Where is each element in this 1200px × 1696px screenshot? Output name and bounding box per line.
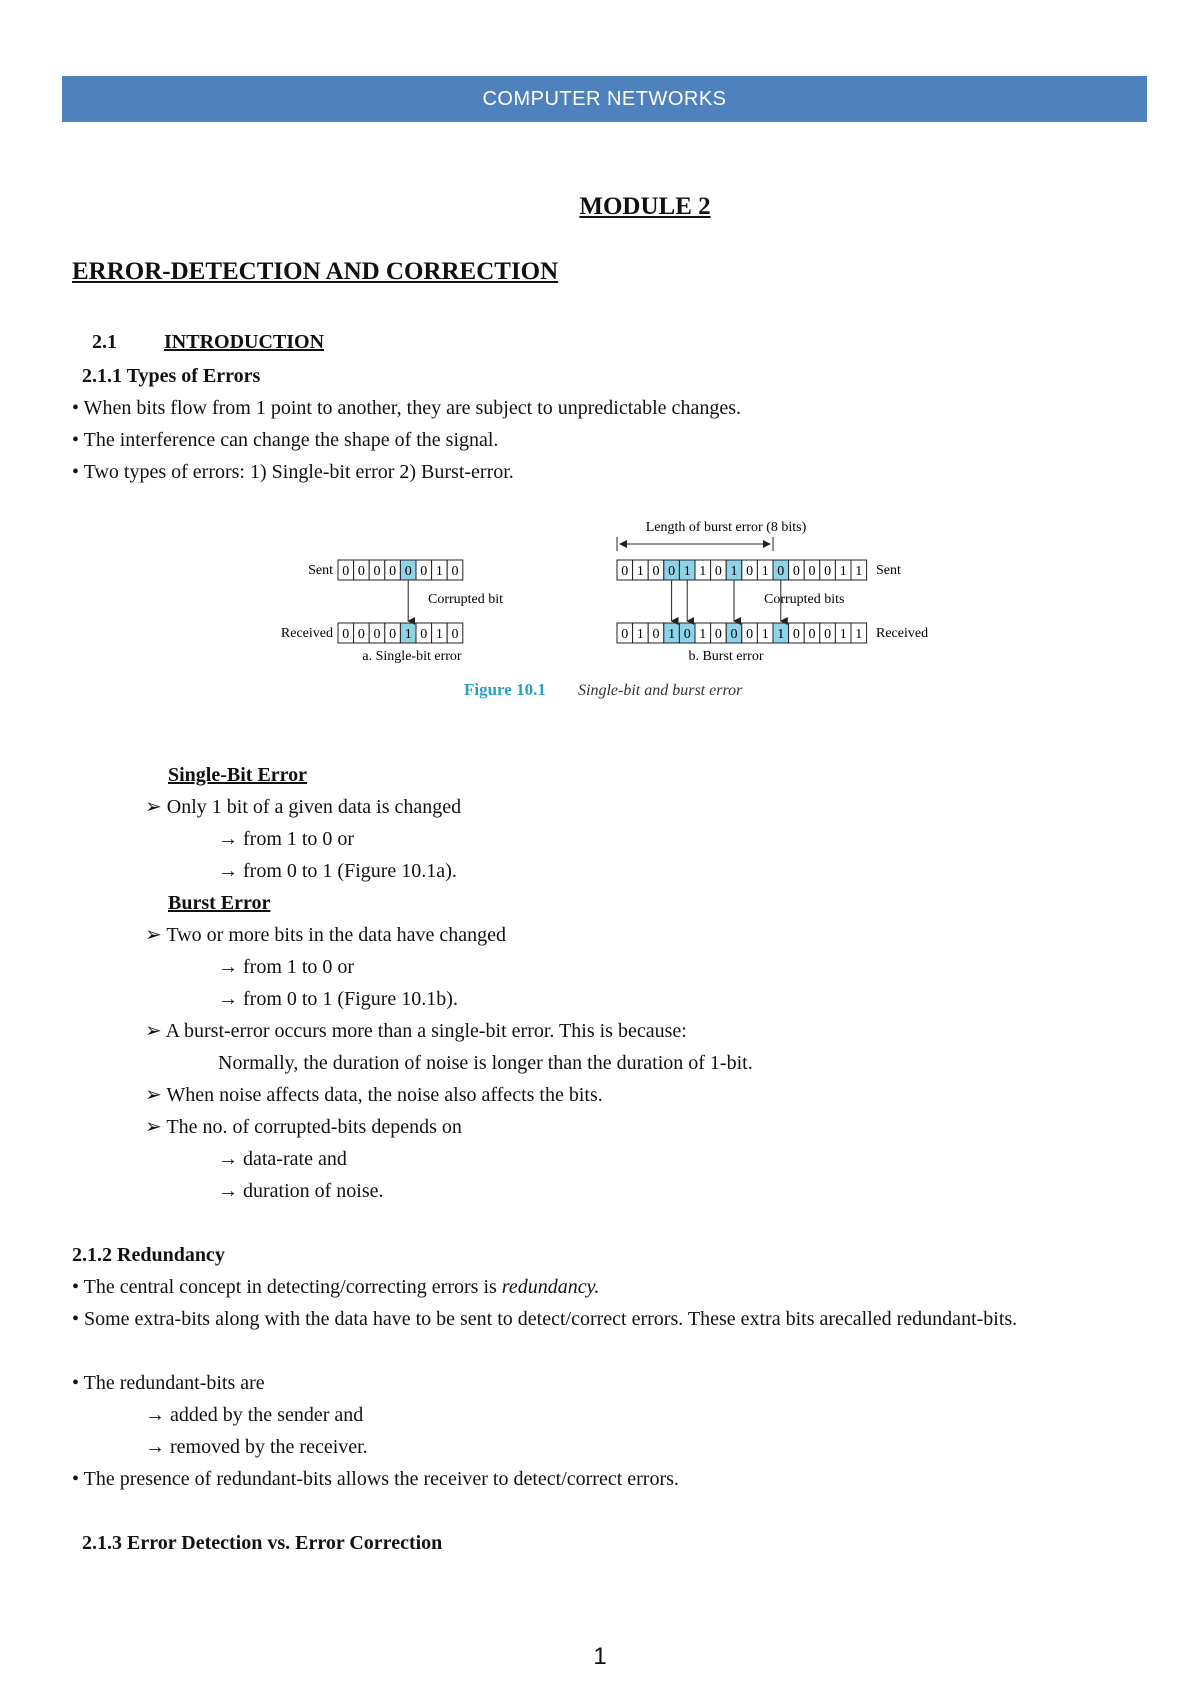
bit-value: 0: [824, 564, 832, 579]
bit-value: 0: [373, 627, 381, 642]
burst-line: Normally, the duration of noise is longer than the duration of 1-bit.: [218, 1052, 753, 1074]
bit-value: 0: [792, 564, 800, 579]
burst-line: ➢ When noise affects data, the noise also affects the bits.: [145, 1084, 603, 1106]
bit-value: 0: [746, 627, 754, 642]
bit-value: 0: [357, 627, 365, 642]
bullet-item: • Two types of errors: 1) Single-bit error 2) Burst-error.: [72, 461, 514, 483]
redundancy-line: → added by the sender and: [145, 1404, 364, 1426]
burst-sent-bits: [617, 560, 867, 580]
bit-value: 1: [668, 627, 676, 642]
single-bit-caption: a. Single-bit error: [362, 649, 462, 664]
bit-value: 0: [621, 627, 629, 642]
bit-value: 0: [342, 564, 350, 579]
section-2-1-1-title: 2.1.1 Types of Errors: [82, 365, 261, 387]
bit-value: 0: [808, 564, 816, 579]
bit-value: 0: [777, 564, 785, 579]
bit-value: 1: [855, 627, 863, 642]
bit-value: 0: [389, 627, 397, 642]
bit-value: 1: [404, 627, 412, 642]
burst-line: → duration of noise.: [218, 1180, 384, 1202]
redundancy-line: → removed by the receiver.: [145, 1436, 368, 1458]
bullet-item: • When bits flow from 1 point to another, they are subject to unpredictable changes.: [72, 397, 741, 419]
bit-value: 0: [683, 627, 691, 642]
bit-value: 1: [636, 627, 644, 642]
bit-value: 0: [389, 564, 397, 579]
burst-line: → from 1 to 0 or: [218, 956, 355, 978]
bullet-item: • The interference can change the shape of the signal.: [72, 429, 499, 451]
section-2-1-number: 2.1: [92, 331, 117, 353]
bit-value: 1: [636, 564, 644, 579]
single-bit-line: ➢ Only 1 bit of a given data is changed: [145, 796, 462, 818]
section-2-1-3-title: 2.1.3 Error Detection vs. Error Correction: [82, 1532, 443, 1554]
single-bit-title: Single-Bit Error: [168, 764, 308, 786]
bit-value: 0: [714, 627, 722, 642]
figure-number: Figure 10.1: [464, 680, 546, 699]
bit-value: 0: [714, 564, 722, 579]
single-received-label: Received: [280, 626, 333, 641]
single-bit-line: → from 1 to 0 or: [218, 828, 355, 850]
page-number: 1: [593, 1643, 607, 1670]
bit-value: 1: [839, 564, 847, 579]
bit-value: 0: [621, 564, 629, 579]
burst-title: Burst Error: [168, 892, 271, 914]
figure-title: Single-bit and burst error: [578, 682, 743, 699]
section-2-1-2-title: 2.1.2 Redundancy: [72, 1244, 225, 1266]
redundancy-term: redundancy.: [501, 1276, 600, 1298]
section-2-1-title: INTRODUCTION: [164, 331, 325, 353]
redundancy-line: • The redundant-bits are: [72, 1372, 265, 1394]
module-title: MODULE 2: [579, 193, 711, 220]
single-sent-bits: [338, 560, 463, 580]
bit-value: 0: [668, 564, 676, 579]
redundancy-line: [72, 1275, 599, 1299]
burst-line: ➢ Two or more bits in the data have changed: [145, 924, 506, 946]
bit-value: 1: [777, 627, 785, 642]
bit-value: 0: [824, 627, 832, 642]
burst-received-label: Received: [876, 626, 929, 641]
bit-value: 0: [342, 627, 350, 642]
bit-value: 1: [761, 627, 769, 642]
bit-value: 0: [451, 564, 459, 579]
burst-received-bits: [617, 623, 867, 643]
bit-value: 0: [746, 564, 754, 579]
bit-value: 0: [451, 627, 459, 642]
single-received-bits: [338, 623, 463, 643]
single-sent-label: Sent: [308, 563, 333, 578]
bit-value: 0: [420, 564, 428, 579]
bit-value: 0: [357, 564, 365, 579]
bit-value: 0: [808, 627, 816, 642]
single-bit-line: → from 0 to 1 (Figure 10.1a).: [218, 860, 457, 882]
redundancy-line: • The presence of redundant-bits allows the receiver to detect/correct errors.: [72, 1468, 679, 1490]
bit-value: 0: [730, 627, 738, 642]
redundancy-line-text: • The central concept in detecting/correcting errors is: [72, 1276, 502, 1298]
bit-value: 1: [730, 564, 738, 579]
page-header-bar: COMPUTER NETWORKS: [62, 76, 1147, 122]
bit-value: 1: [435, 627, 443, 642]
redundancy-paragraph: • Some extra-bits along with the data have to be sent to detect/correct errors. These extra bits arecalled redundant-bits.: [72, 1308, 1018, 1330]
corrupted-bits-label: Corrupted bits: [764, 592, 845, 607]
bit-value: 0: [792, 627, 800, 642]
bit-value: 0: [373, 564, 381, 579]
burst-length-label: Length of burst error (8 bits): [645, 520, 807, 535]
chapter-title: ERROR-DETECTION AND CORRECTION: [72, 258, 559, 285]
burst-line: ➢ A burst-error occurs more than a single-bit error. This is because:: [145, 1020, 687, 1042]
bit-value: 1: [761, 564, 769, 579]
burst-sent-label: Sent: [876, 563, 901, 578]
bit-value: 0: [420, 627, 428, 642]
bit-value: 0: [404, 564, 412, 579]
burst-line: → from 0 to 1 (Figure 10.1b).: [218, 988, 458, 1010]
bit-value: 0: [652, 627, 660, 642]
burst-caption: b. Burst error: [688, 649, 764, 664]
bit-value: 1: [699, 564, 707, 579]
figure-single-bit-and-burst-error: [260, 508, 940, 708]
burst-line: → data-rate and: [218, 1148, 347, 1170]
corrupted-bit-label: Corrupted bit: [428, 592, 504, 607]
bit-value: 1: [683, 564, 691, 579]
bit-value: 0: [652, 564, 660, 579]
bit-value: 1: [839, 627, 847, 642]
burst-line: ➢ The no. of corrupted-bits depends on: [145, 1116, 462, 1138]
bit-value: 1: [699, 627, 707, 642]
bit-value: 1: [435, 564, 443, 579]
bit-value: 1: [855, 564, 863, 579]
